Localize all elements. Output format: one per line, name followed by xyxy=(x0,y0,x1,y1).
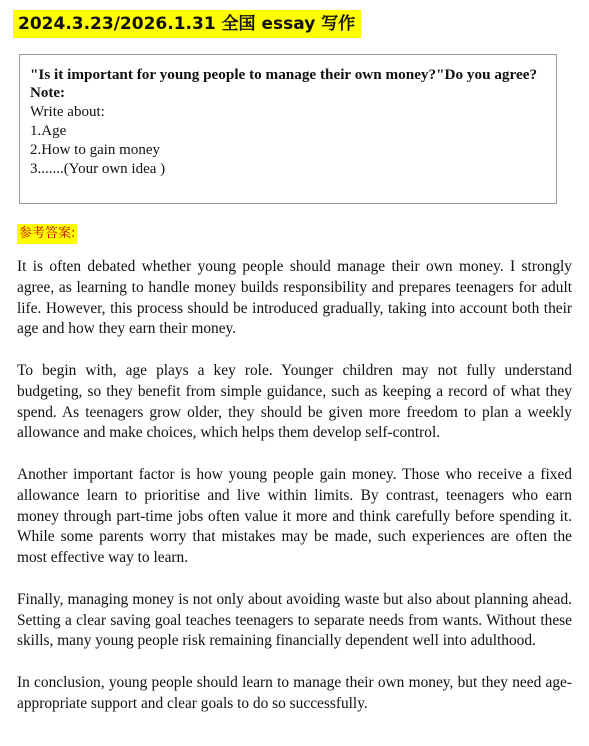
page-title: 2024.3.23/2026.1.31 全国 essay 写作 xyxy=(13,10,361,38)
prompt-note-label: Note: xyxy=(30,85,65,101)
essay-paragraph: In conclusion, young people should learn to manage their own money, but they need age-appropriate support and clear goals to do so successfully. xyxy=(17,673,572,712)
essay-prompt-box xyxy=(19,54,557,204)
essay-paragraph: Another important factor is how young people gain money. Those who receive a fixed allowance learn to prioritise and live within limits. By contrast, teenagers who earn money through part-time jobs often value it more and think carefully before spending it. While some parents worry that mistakes may be made, such experiences are often the most effective way to learn. xyxy=(17,465,572,567)
prompt-write-about: Write about: xyxy=(30,104,105,120)
prompt-point: 1.Age xyxy=(30,123,67,139)
essay-paragraph: To begin with, age plays a key role. Younger children may not fully understand budgeting, so they benefit from simple guidance, such as keeping a record of what they spend. As teenagers grow older, they should be given more freedom to plan a weekly allowance and make choices, which helps them develop self-control. xyxy=(17,361,572,442)
prompt-point: 2.How to gain money xyxy=(30,142,160,158)
prompt-question: "Is it important for young people to manage their own money?"Do you agree? xyxy=(30,66,538,83)
reference-answer-label: 参考答案: xyxy=(17,224,77,244)
essay-body xyxy=(17,257,572,715)
essay-paragraph: Finally, managing money is not only about avoiding waste but also about planning ahead. Setting a clear saving goal teaches teenagers to separate needs from wants. Without these skills, many young people risk remaining financially dependent well into adulthood. xyxy=(17,590,572,650)
essay-paragraph: It is often debated whether young people should manage their own money. I strongly agree, as learning to handle money builds responsibility and prepares teenagers for adult life. However, this process should be introduced gradually, taking into account both their age and how they earn their money. xyxy=(17,258,572,338)
prompt-point: 3.......(Your own idea ) xyxy=(30,161,166,177)
